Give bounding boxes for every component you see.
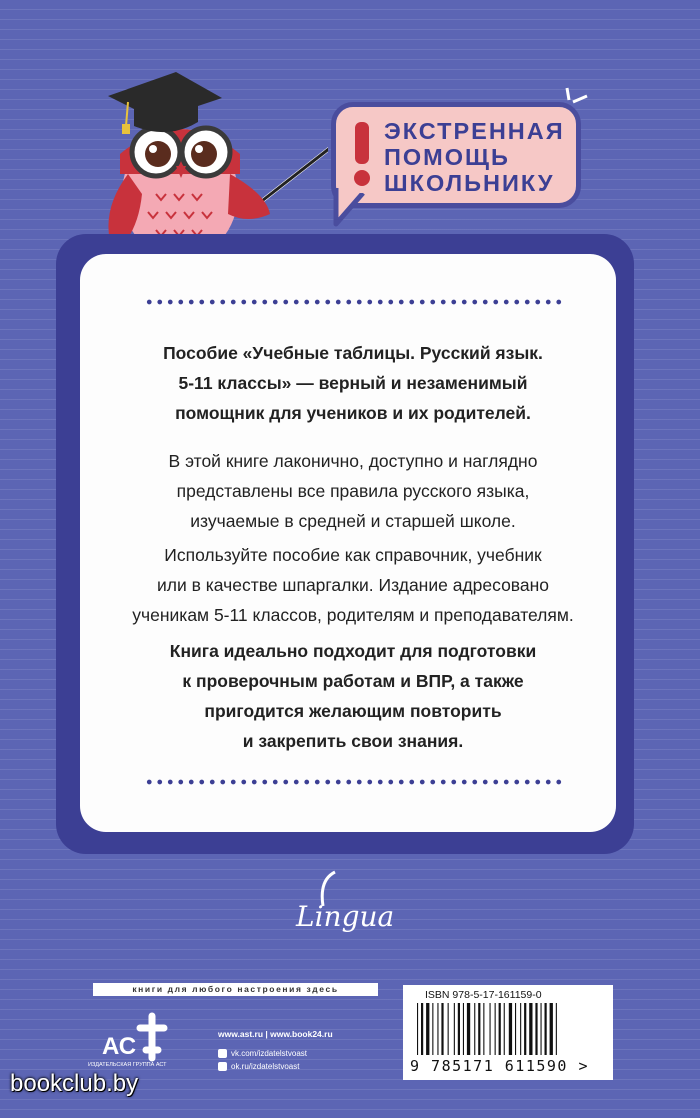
- bubble-line-1: ЭКСТРЕННАЯ: [384, 118, 565, 144]
- bubble-line-3: ШКОЛЬНИКУ: [384, 170, 555, 196]
- barcode-bar: [463, 1003, 464, 1055]
- paragraph-conclusion: Книга идеально подходит для подготовки к проверочным работам и ВПР, а также пригодится желающим повторить и закрепить свои знания.: [169, 641, 537, 751]
- barcode-bar: [499, 1003, 501, 1055]
- barcode-bar: [515, 1003, 516, 1055]
- barcode-bar: [421, 1003, 423, 1055]
- isbn-label: ISBN 978-5-17-161159-0: [425, 989, 542, 1001]
- barcode-bar: [426, 1003, 429, 1055]
- speech-bubble-tail: [333, 188, 373, 228]
- barcode-bar: [437, 1003, 438, 1055]
- barcode-bar: [432, 1003, 433, 1055]
- imprint-logo: Lingua: [296, 900, 395, 933]
- vk-icon: [218, 1049, 227, 1058]
- barcode-bar: [454, 1003, 455, 1055]
- exclamation-icon: [350, 120, 374, 190]
- barcode-bar: [417, 1003, 418, 1055]
- barcode-number: 9 785171 611590 >: [410, 1057, 590, 1075]
- barcode-bar: [541, 1003, 542, 1055]
- barcode-bar: [545, 1003, 547, 1055]
- paragraph-intro: Пособие «Учебные таблицы. Русский язык. 5-11 классы» — верный и незаменимый помощник для учеников и их родителей.: [163, 343, 543, 423]
- social-link-vk[interactable]: vk.com/izdatelstvoast: [218, 1049, 307, 1058]
- barcode-icon: [417, 1003, 603, 1057]
- barcode-bar: [504, 1003, 505, 1055]
- barcode-bar: [467, 1003, 470, 1055]
- barcode-bar: [478, 1003, 480, 1055]
- dotted-divider-top: [144, 297, 564, 307]
- barcode-bar: [556, 1003, 557, 1055]
- sparkle-lines-icon: [563, 86, 593, 116]
- barcode-bar: [441, 1003, 443, 1055]
- publisher-caption: ИЗДАТЕЛЬСКАЯ ГРУППА АСТ: [88, 1062, 167, 1068]
- barcode-bar: [483, 1003, 484, 1055]
- barcode-bar: [520, 1003, 521, 1055]
- ast-publisher-logo: [100, 1010, 170, 1062]
- social-link-ok[interactable]: ok.ru/izdatelstvoast: [218, 1062, 299, 1071]
- website-links[interactable]: www.ast.ru | www.book24.ru: [218, 1029, 333, 1039]
- tagline-strip: книги для любого настроения здесь: [93, 983, 378, 996]
- barcode-bar: [490, 1003, 491, 1055]
- barcode-bar: [550, 1003, 553, 1055]
- dotted-divider-bottom: [144, 777, 564, 787]
- barcode-bar: [535, 1003, 537, 1055]
- barcode-bar: [448, 1003, 449, 1055]
- paragraph-usage: Используйте пособие как справочник, учебник или в качестве шпаргалки. Издание адресовано ученикам 5-11 классов, родителям и преподавателям.: [132, 545, 574, 625]
- barcode-bar: [495, 1003, 496, 1055]
- barcode-bar: [509, 1003, 512, 1055]
- bubble-line-2: ПОМОЩЬ: [384, 144, 510, 170]
- barcode-bar: [529, 1003, 532, 1055]
- barcode-bar: [458, 1003, 460, 1055]
- svg-text:АС: АС: [102, 1033, 137, 1060]
- paragraph-content: В этой книге лаконично, доступно и наглядно представлены все правила русского языка, изучаемые в средней и старшей школе.: [168, 451, 538, 531]
- ok-icon: [218, 1062, 227, 1071]
- barcode-bar: [474, 1003, 475, 1055]
- watermark: bookclub.by: [10, 1070, 139, 1097]
- barcode-bar: [524, 1003, 526, 1055]
